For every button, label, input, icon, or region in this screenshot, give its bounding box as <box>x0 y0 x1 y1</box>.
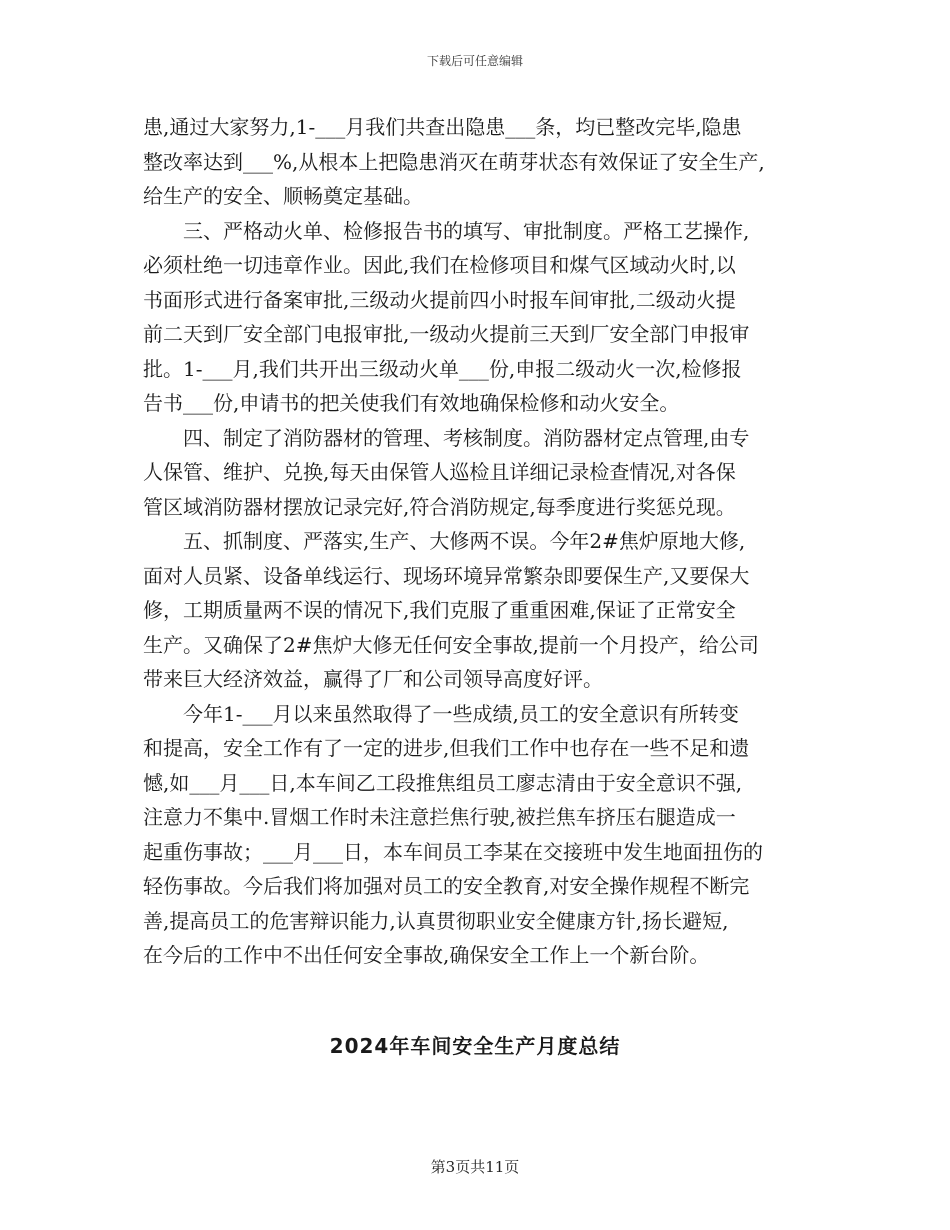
body-line: 批。1-___月,我们共开出三级动火单___份,申报二级动火一次,检修报 <box>143 356 742 381</box>
body-line: 告书___份,申请书的把关使我们有效地确保检修和动火安全。 <box>143 391 680 415</box>
body-line: 患,通过大家努力,1-___月我们共查出隐患___条，均已整改完毕,隐患 <box>143 115 742 139</box>
body-line: 注意力不集中.冒烟工作时未注意拦焦行驶,被拦焦车挤压右腿造成一 <box>143 805 736 829</box>
body-line: 五、抓制度、严落实,生产、大修两不误。今年2#焦炉原地大修, <box>143 529 746 553</box>
body-line: 善,提高员工的危害辩识能力,认真贯彻职业安全健康方针,扬长避短, <box>143 908 729 933</box>
body-line: 三、严格动火单、检修报告书的填写、审批制度。严格工艺操作, <box>143 218 750 243</box>
body-line: 今年1-___月以来虽然取得了一些成绩,员工的安全意识有所转变 <box>143 701 739 726</box>
body-line: 修，工期质量两不误的情况下,我们克服了重重困难,保证了正常安全 <box>143 598 736 622</box>
body-line: 给生产的安全、顺畅奠定基础。 <box>143 184 423 208</box>
body-line: 书面形式进行备案审批,三级动火提前四小时报车间审批,二级动火提 <box>143 287 736 312</box>
document-title: 2024年车间安全生产月度总结 <box>329 1034 621 1058</box>
body-line: 和提高，安全工作有了一定的进步,但我们工作中也存在一些不足和遗 <box>143 736 750 760</box>
body-line: 管区域消防器材摆放记录完好,符合消防规定,每季度进行奖惩兑现。 <box>143 494 736 519</box>
body-line: 带来巨大经济效益，赢得了厂和公司领导高度好评。 <box>143 667 603 691</box>
body-line: 起重伤事故；___月___日，本车间员工李某在交接班中发生地面扭伤的 <box>143 839 763 864</box>
body-line: 四、制定了消防器材的管理、考核制度。消防器材定点管理,由专 <box>143 425 750 450</box>
body-line: 整改率达到___%,从根本上把隐患消灭在萌芽状态有效保证了安全生产, <box>143 149 765 174</box>
document-body <box>143 110 813 973</box>
body-line: 生产。又确保了2#焦炉大修无任何安全事故,提前一个月投产，给公司 <box>143 632 759 657</box>
body-line: 面对人员紧、设备单线运行、现场环境异常繁杂即要保生产,又要保大 <box>143 563 750 588</box>
body-line: 憾,如___月___日,本车间乙工段推焦组员工廖志清由于安全意识不强, <box>143 770 743 795</box>
body-line: 轻伤事故。今后我们将加强对员工的安全教育,对安全操作规程不断完 <box>143 874 750 898</box>
body-line: 在今后的工作中不出任何安全事故,确保安全工作上一个新台阶。 <box>143 943 710 967</box>
page-header-note: 下载后可任意编辑 <box>426 54 523 68</box>
body-line: 人保管、维护、兑换,每天由保管人巡检且详细记录检查情况,对各保 <box>143 460 736 484</box>
body-line: 必须杜绝一切违章作业。因此,我们在检修项目和煤气区域动火时,以 <box>143 253 736 277</box>
body-line: 前二天到厂安全部门电报审批,一级动火提前三天到厂安全部门申报审 <box>143 322 750 346</box>
page-number: 第3页共11页 <box>430 1158 520 1176</box>
